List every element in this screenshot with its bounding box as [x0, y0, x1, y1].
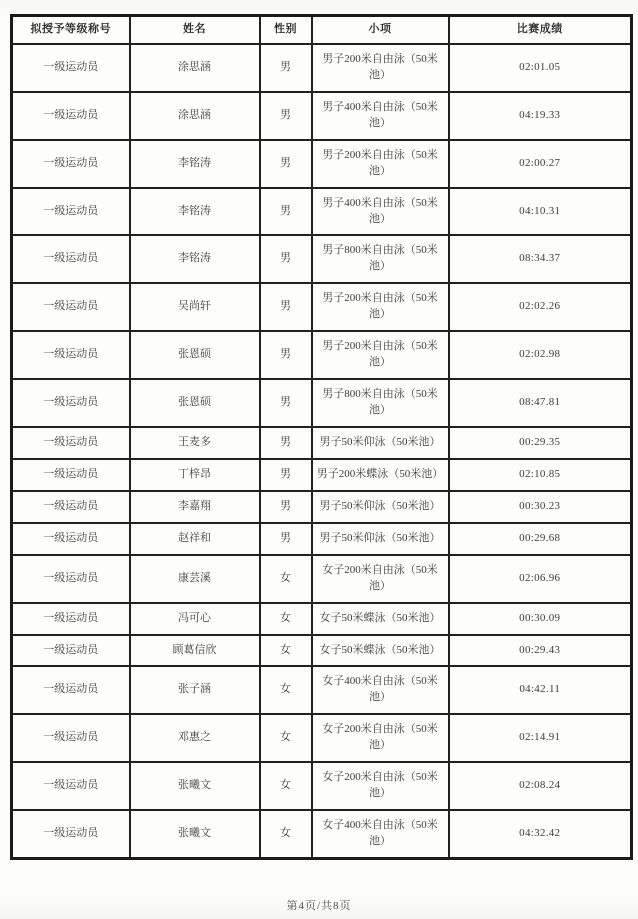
cell-gender: 女	[260, 603, 312, 635]
cell-result: 00:30.23	[449, 491, 632, 523]
cell-gender: 女	[260, 714, 312, 762]
cell-result: 04:32.42	[449, 810, 632, 858]
cell-name: 张曦文	[130, 762, 260, 810]
cell-grade-title: 一级运动员	[12, 603, 130, 635]
cell-grade-title: 一级运动员	[12, 762, 130, 810]
header-row	[12, 16, 632, 44]
table-row	[12, 459, 632, 491]
cell-grade-title: 一级运动员	[12, 810, 130, 858]
table-row	[12, 188, 632, 236]
cell-name: 王麦多	[130, 427, 260, 459]
cell-grade-title: 一级运动员	[12, 714, 130, 762]
cell-result: 08:47.81	[449, 379, 632, 427]
cell-event: 女子200米自由泳（50米池）	[312, 555, 449, 603]
cell-name: 张子涵	[130, 666, 260, 714]
cell-grade-title: 一级运动员	[12, 459, 130, 491]
cell-gender: 男	[260, 92, 312, 140]
table-row	[12, 603, 632, 635]
cell-result: 02:08.24	[449, 762, 632, 810]
cell-event: 女子200米自由泳（50米池）	[312, 762, 449, 810]
page-number: 第4页/共8页	[286, 900, 352, 912]
cell-grade-title: 一级运动员	[12, 666, 130, 714]
cell-name: 冯可心	[130, 603, 260, 635]
cell-gender: 男	[260, 523, 312, 555]
table-row	[12, 283, 632, 331]
cell-gender: 男	[260, 235, 312, 283]
cell-event: 男子800米自由泳（50米池）	[312, 235, 449, 283]
cell-gender: 女	[260, 762, 312, 810]
cell-event: 男子200米自由泳（50米池）	[312, 331, 449, 379]
cell-result: 02:02.26	[449, 283, 632, 331]
athlete-grade-table	[10, 14, 633, 860]
cell-result: 00:29.68	[449, 523, 632, 555]
cell-gender: 男	[260, 379, 312, 427]
cell-gender: 女	[260, 810, 312, 858]
cell-event: 男子200米自由泳（50米池）	[312, 140, 449, 188]
cell-result: 00:29.43	[449, 635, 632, 667]
table-row	[12, 92, 632, 140]
table-row	[12, 491, 632, 523]
cell-grade-title: 一级运动员	[12, 427, 130, 459]
table-row	[12, 762, 632, 810]
cell-event: 男子400米自由泳（50米池）	[312, 92, 449, 140]
cell-grade-title: 一级运动员	[12, 44, 130, 92]
table-row	[12, 235, 632, 283]
cell-name: 邓惠之	[130, 714, 260, 762]
cell-name: 李嘉翔	[130, 491, 260, 523]
cell-grade-title: 一级运动员	[12, 188, 130, 236]
column-header-name: 姓名	[130, 16, 260, 44]
cell-result: 04:42.11	[449, 666, 632, 714]
table-row	[12, 379, 632, 427]
cell-name: 涂思涵	[130, 92, 260, 140]
cell-event: 女子400米自由泳（50米池）	[312, 810, 449, 858]
cell-grade-title: 一级运动员	[12, 92, 130, 140]
column-header-gender: 性别	[260, 16, 312, 44]
cell-event: 女子50米蝶泳（50米池）	[312, 635, 449, 667]
cell-event: 男子800米自由泳（50米池）	[312, 379, 449, 427]
cell-event: 男子50米仰泳（50米池）	[312, 523, 449, 555]
cell-result: 02:14.91	[449, 714, 632, 762]
cell-event: 女子200米自由泳（50米池）	[312, 714, 449, 762]
cell-event: 女子400米自由泳（50米池）	[312, 666, 449, 714]
cell-result: 00:30.09	[449, 603, 632, 635]
cell-event: 男子50米仰泳（50米池）	[312, 427, 449, 459]
cell-grade-title: 一级运动员	[12, 283, 130, 331]
cell-gender: 女	[260, 666, 312, 714]
cell-event: 女子50米蝶泳（50米池）	[312, 603, 449, 635]
cell-result: 04:10.31	[449, 188, 632, 236]
cell-result: 08:34.37	[449, 235, 632, 283]
cell-gender: 男	[260, 283, 312, 331]
cell-gender: 男	[260, 491, 312, 523]
table-row	[12, 714, 632, 762]
cell-event: 男子50米仰泳（50米池）	[312, 491, 449, 523]
column-header-grade-title: 拟授予等级称号	[12, 16, 130, 44]
cell-name: 赵祥和	[130, 523, 260, 555]
cell-gender: 男	[260, 427, 312, 459]
cell-gender: 男	[260, 331, 312, 379]
table-row	[12, 331, 632, 379]
cell-gender: 男	[260, 188, 312, 236]
cell-name: 吴尚轩	[130, 283, 260, 331]
cell-grade-title: 一级运动员	[12, 140, 130, 188]
cell-result: 02:00.27	[449, 140, 632, 188]
table-row	[12, 427, 632, 459]
cell-grade-title: 一级运动员	[12, 235, 130, 283]
table-body	[12, 44, 632, 859]
cell-grade-title: 一级运动员	[12, 491, 130, 523]
cell-name: 张曦文	[130, 810, 260, 858]
cell-grade-title: 一级运动员	[12, 379, 130, 427]
cell-gender: 男	[260, 459, 312, 491]
table-row	[12, 666, 632, 714]
cell-result: 02:01.05	[449, 44, 632, 92]
cell-grade-title: 一级运动员	[12, 523, 130, 555]
cell-result: 02:06.96	[449, 555, 632, 603]
cell-event: 男子200米蝶泳（50米池）	[312, 459, 449, 491]
table-row	[12, 523, 632, 555]
cell-result: 02:02.98	[449, 331, 632, 379]
cell-gender: 女	[260, 555, 312, 603]
cell-result: 00:29.35	[449, 427, 632, 459]
column-header-event: 小项	[312, 16, 449, 44]
cell-event: 男子400米自由泳（50米池）	[312, 188, 449, 236]
cell-name: 顾葛信欣	[130, 635, 260, 667]
cell-name: 李铭涛	[130, 140, 260, 188]
cell-grade-title: 一级运动员	[12, 331, 130, 379]
table-row	[12, 555, 632, 603]
table-row	[12, 44, 632, 92]
cell-name: 张恩硕	[130, 379, 260, 427]
cell-gender: 女	[260, 635, 312, 667]
cell-result: 02:10.85	[449, 459, 632, 491]
table-row	[12, 810, 632, 858]
cell-event: 男子200米自由泳（50米池）	[312, 44, 449, 92]
cell-name: 涂思涵	[130, 44, 260, 92]
cell-name: 张恩硕	[130, 331, 260, 379]
table-row	[12, 635, 632, 667]
cell-name: 李铭涛	[130, 235, 260, 283]
table-row	[12, 140, 632, 188]
cell-grade-title: 一级运动员	[12, 555, 130, 603]
column-header-result: 比赛成绩	[449, 16, 632, 44]
cell-name: 丁梓昂	[130, 459, 260, 491]
cell-grade-title: 一级运动员	[12, 635, 130, 667]
cell-gender: 男	[260, 140, 312, 188]
cell-name: 李铭涛	[130, 188, 260, 236]
cell-event: 男子200米自由泳（50米池）	[312, 283, 449, 331]
cell-gender: 男	[260, 44, 312, 92]
cell-result: 04:19.33	[449, 92, 632, 140]
cell-name: 康芸溪	[130, 555, 260, 603]
